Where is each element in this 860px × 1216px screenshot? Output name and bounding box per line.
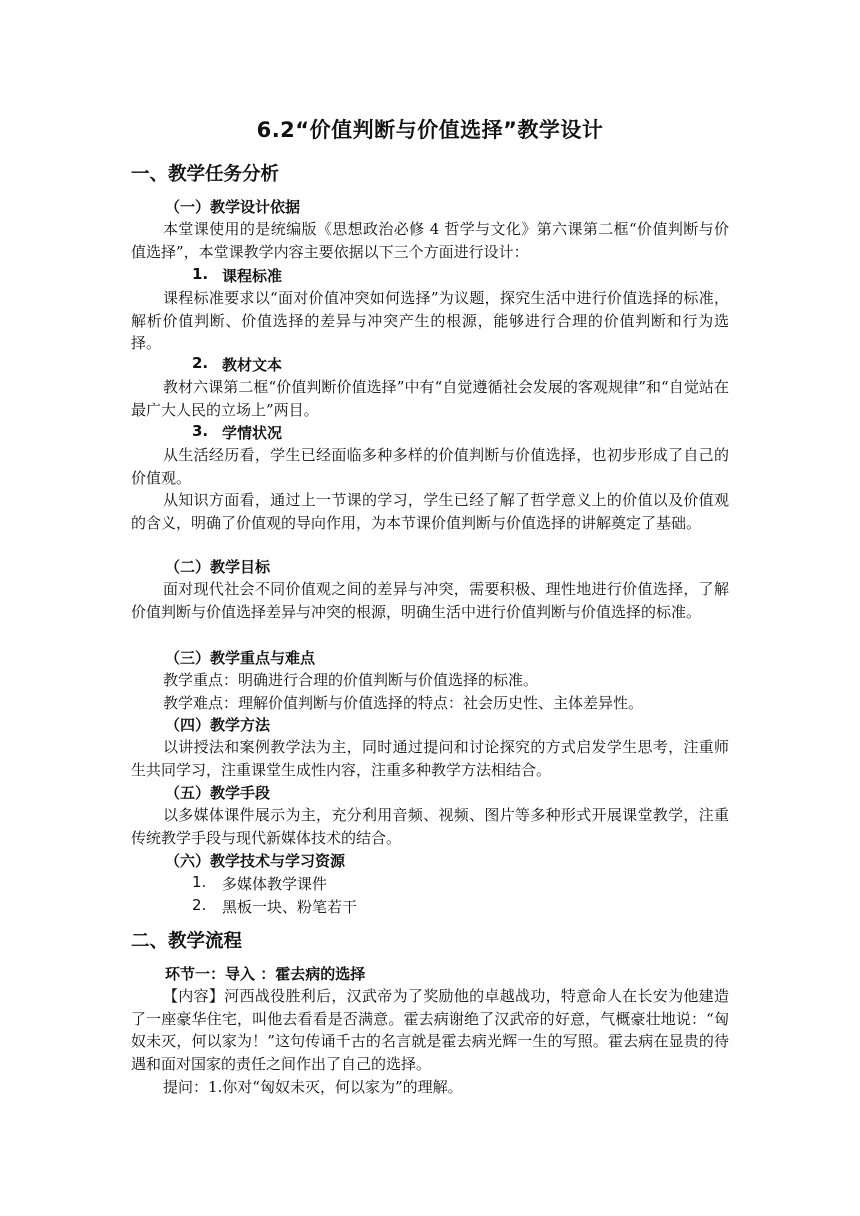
numbered-heading-text: 学情状况 bbox=[222, 424, 283, 442]
key-point-line: 教学重点：明确进行合理的价值判断与价值选择的标准。 bbox=[163, 671, 539, 689]
learner-paragraph-1: 从生活经历看，学生已经面临多种多样的价值判断与价值选择，也初步形成了自己的价值观。 bbox=[131, 446, 729, 487]
number-label: 2. bbox=[192, 896, 207, 914]
difficulty-line: 教学难点：理解价值判断与价值选择的特点：社会历史性、主体差异性。 bbox=[163, 694, 644, 712]
basis-intro-paragraph: 本堂课使用的是统编版《思想政治必修 4 哲学与文化》第六课第二框“价值判断与价值选择”，本堂课教学内容主要依据以下三个方面进行设计： bbox=[131, 220, 729, 261]
numbered-heading-text: 教材文本 bbox=[222, 356, 283, 374]
subsection-heading-goals: （二）教学目标 bbox=[165, 558, 271, 576]
method-paragraph: 以讲授法和案例教学法为主，同时通过提问和讨论探究的方式启发学生思考，注重师生共同学习，注重课堂生成性内容，注重多种教学方法相结合。 bbox=[131, 738, 729, 779]
number-label: 2. bbox=[192, 354, 209, 372]
question-line: 提问：1.你对“匈奴未灭，何以家为”的理解。 bbox=[163, 1078, 463, 1096]
subsection-heading-means: （五）教学手段 bbox=[165, 784, 271, 802]
subsection-heading-basis: （一）教学设计依据 bbox=[165, 198, 301, 216]
subsection-heading-key-points: （三）教学重点与难点 bbox=[165, 649, 316, 667]
section-heading-process: 二、教学流程 bbox=[131, 931, 243, 952]
curriculum-paragraph: 课程标准要求以“面对价值冲突如何选择”为议题，探究生活中进行价值选择的标准，解析价值判断、价值选择的差异与冲突产生的根源，能够进行合理的价值判断和行为选择。 bbox=[131, 289, 729, 353]
step-heading-intro: 环节一：导入 ：霍去病的选择 bbox=[165, 965, 366, 983]
learner-paragraph-2: 从知识方面看，通过上一节课的学习，学生已经了解了哲学意义上的价值以及价值观的含义，明确了价值观的导向作用，为本节课价值判断与价值选择的讲解奠定了基础。 bbox=[131, 491, 729, 532]
section-heading-task-analysis: 一、教学任务分析 bbox=[131, 164, 280, 185]
document-title: 6.2“价值判断与价值选择”教学设计 bbox=[256, 118, 604, 142]
number-label: 1. bbox=[192, 265, 209, 283]
resource-text: 黑板一块、粉笔若干 bbox=[222, 898, 358, 916]
subsection-heading-method: （四）教学方法 bbox=[165, 716, 271, 734]
resource-text: 多媒体教学课件 bbox=[222, 875, 328, 893]
subsection-heading-resources: （六）教学技术与学习资源 bbox=[165, 852, 346, 870]
means-paragraph: 以多媒体课件展示为主，充分利用音频、视频、图片等多种形式开展课堂教学，注重传统教学手段与现代新媒体技术的结合。 bbox=[131, 806, 729, 847]
number-label: 1. bbox=[192, 873, 207, 891]
content-paragraph: 【内容】河西战役胜利后，汉武帝为了奖励他的卓越战功，特意命人在长安为他建造了一座豪华住宅，叫他去看看是否满意。霍去病谢绝了汉武帝的好意，气概豪壮地说：“匈奴未灭，何以家为！”这句传诵千古的名言就是霍去病光辉一生的写照。霍去病在显贵的待遇和面对国家的责任之间作出了自己的选择。 bbox=[131, 987, 729, 1074]
goals-paragraph: 面对现代社会不同价值观之间的差异与冲突，需要积极、理性地进行价值选择，了解价值判断与价值选择差异与冲突的根源，明确生活中进行价值判断与价值选择的标准。 bbox=[131, 580, 729, 621]
number-label: 3. bbox=[192, 422, 209, 440]
numbered-heading-text: 课程标准 bbox=[222, 267, 283, 285]
textbook-paragraph: 教材六课第二框“价值判断价值选择”中有“自觉遵循社会发展的客观规律”和“自觉站在最广大人民的立场上”两目。 bbox=[131, 378, 729, 419]
